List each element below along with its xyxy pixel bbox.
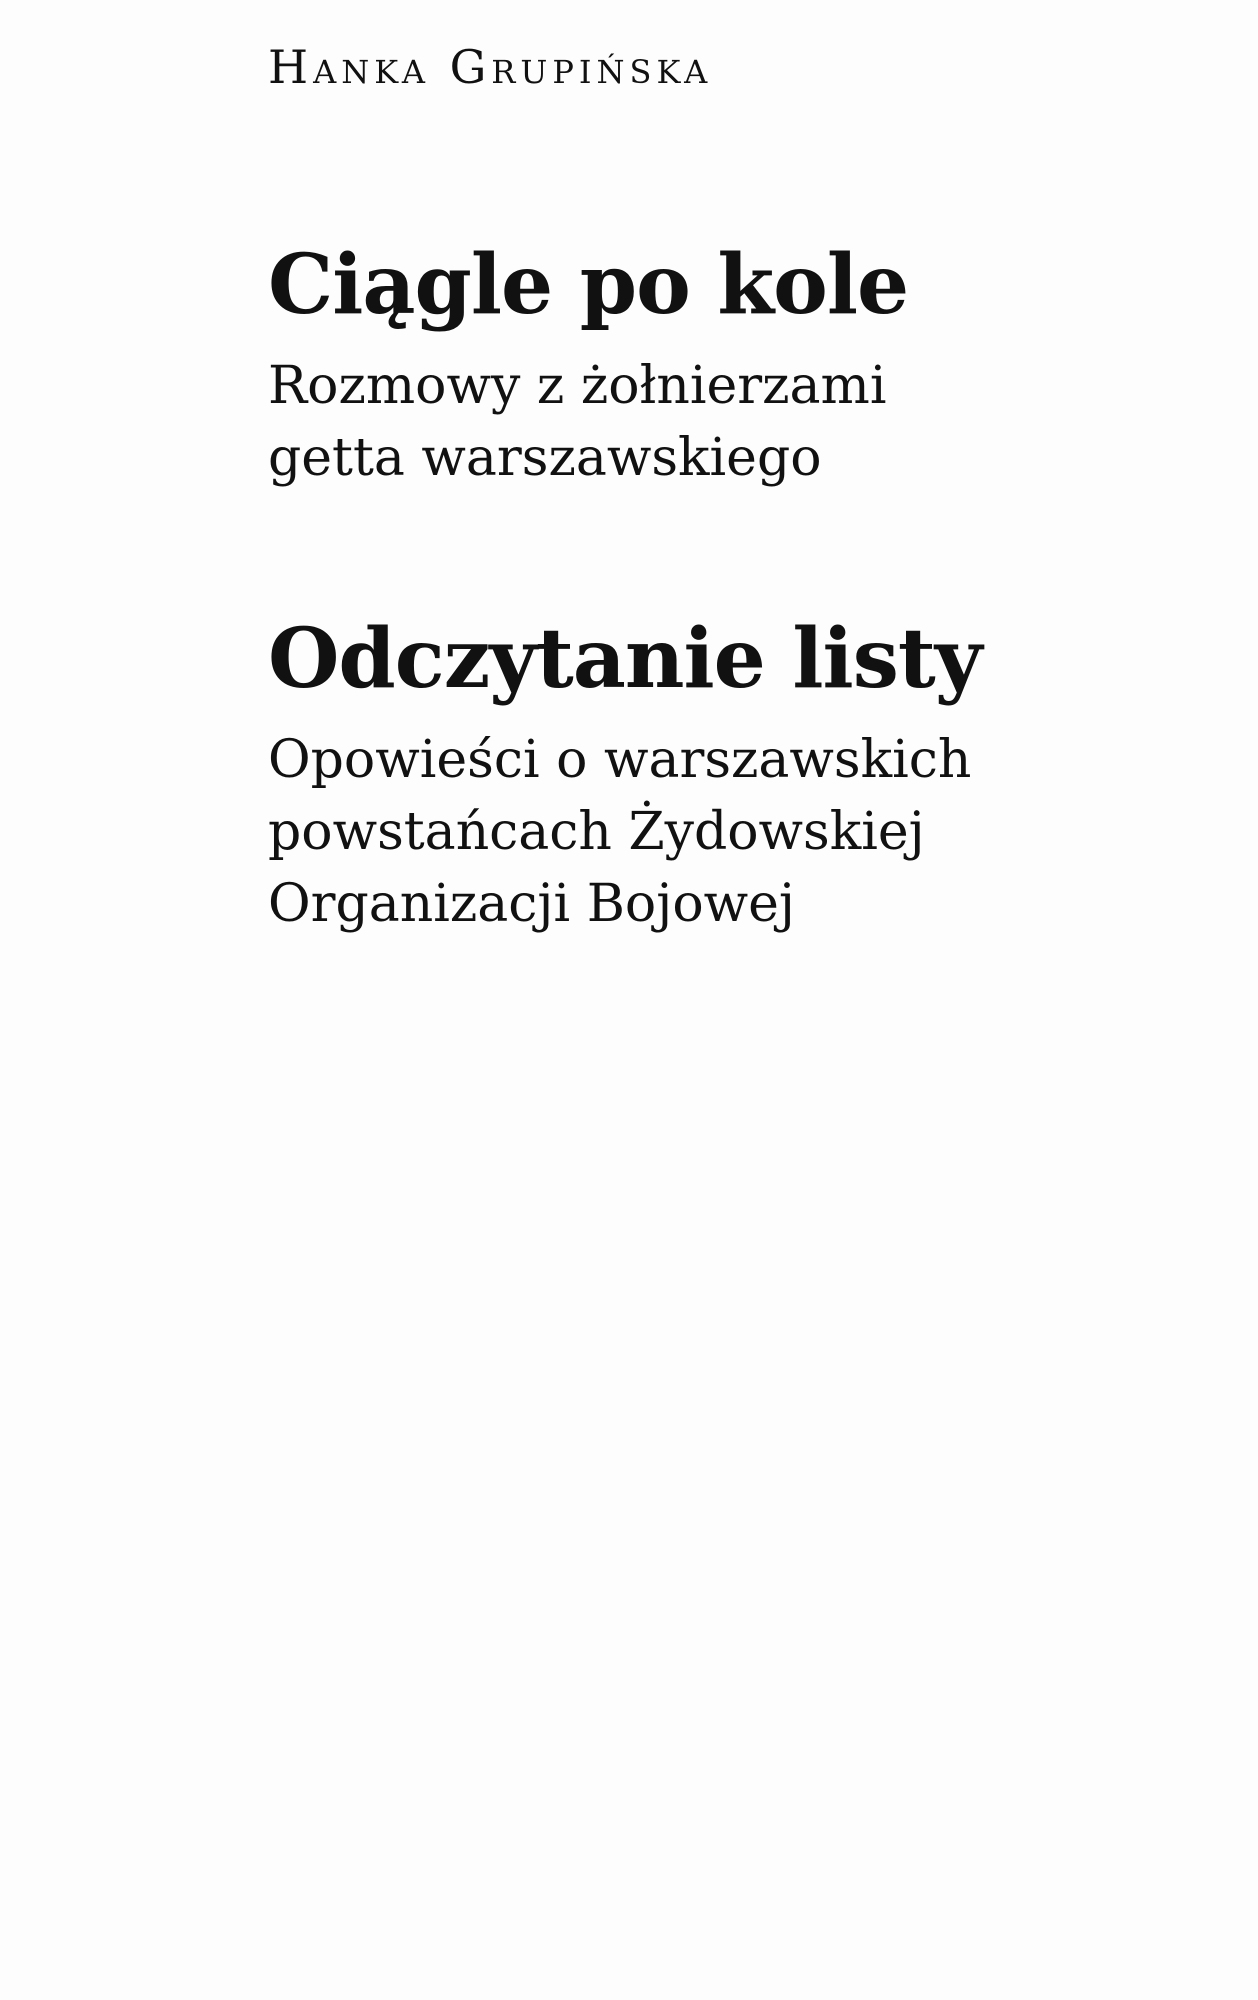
author-name: Hanka Grupińska [268, 40, 713, 94]
work-subtitle-1 [268, 350, 908, 494]
subtitle-line: getta warszawskiego [268, 428, 822, 489]
work-block-2 [268, 611, 982, 940]
subtitle-line: Rozmowy z żołnierzami [268, 356, 887, 417]
subtitle-line: powstańcach Żydowskiej [268, 802, 925, 863]
work-subtitle-2 [268, 724, 981, 940]
work-block-1 [268, 237, 909, 494]
work-title-1: Ciągle po kole [268, 237, 909, 333]
subtitle-line: Opowieści o warszawskich [268, 730, 972, 791]
subtitle-line: Organizacji Bojowej [268, 874, 796, 935]
work-title-2: Odczytanie listy [268, 611, 982, 707]
